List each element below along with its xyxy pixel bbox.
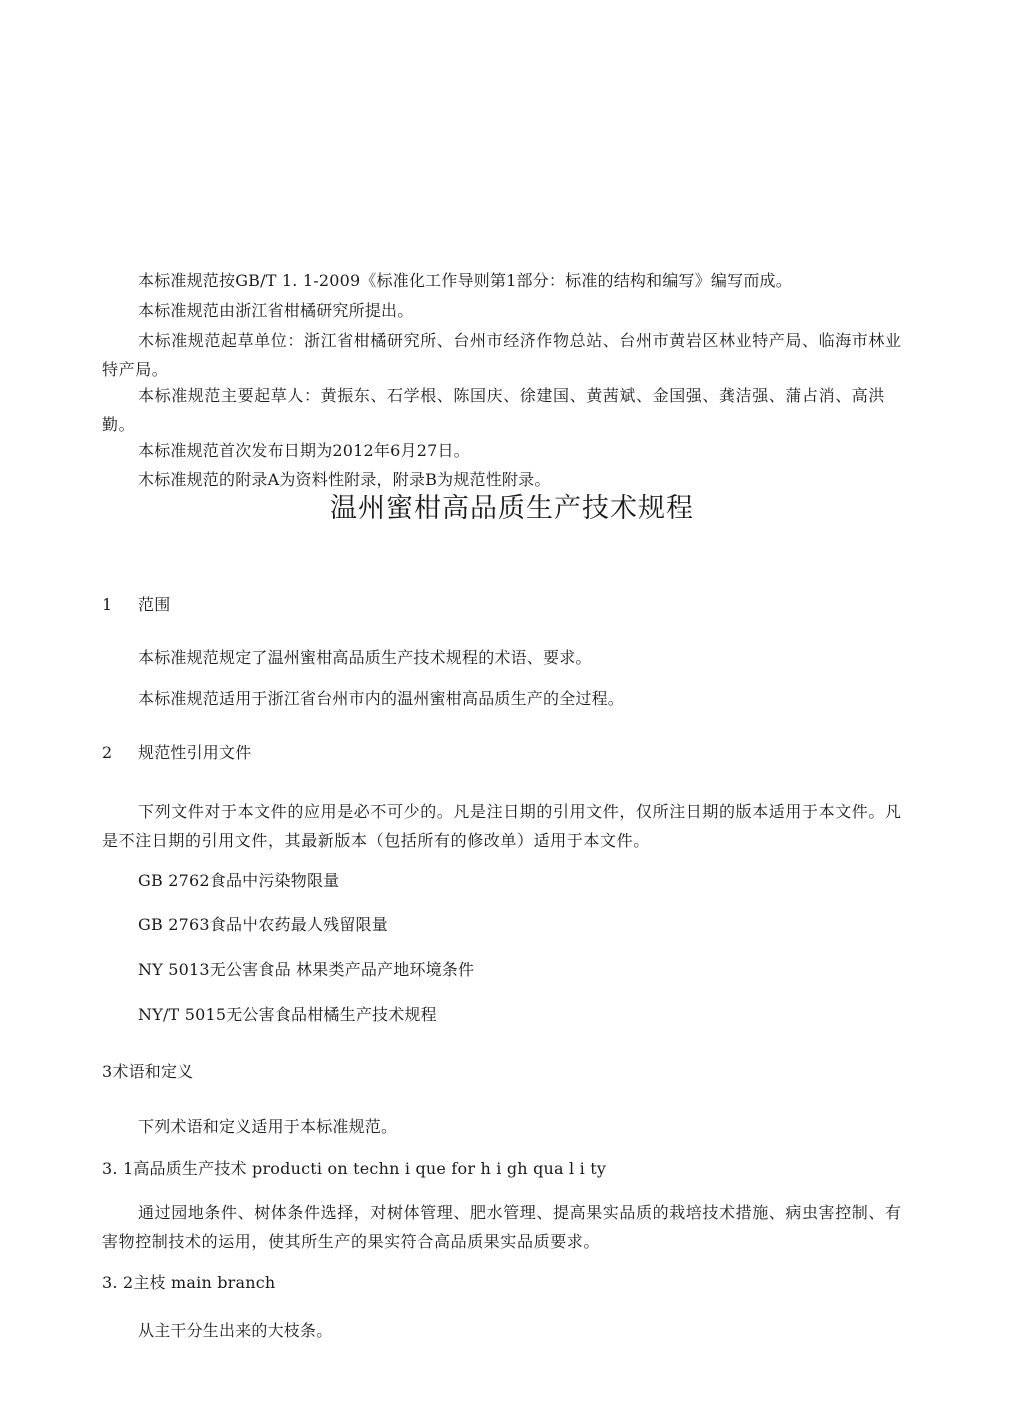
section-1-paragraph-2: 本标准规范适用于浙江省台州市内的温州蜜柑高品质生产的全过程。 — [138, 689, 625, 708]
section-1-number: 1 — [102, 595, 113, 614]
section-3-heading: 3术语和定义 — [102, 1062, 194, 1081]
reference-item: NY 5013无公害食品 林果类产品产地环境条件 — [138, 960, 475, 979]
reference-item: NY/T 5015无公害食品柑橘生产技术规程 — [138, 1005, 437, 1024]
term-3-1-definition: 通过园地条件、树体条件选择，对树体管理、肥水管理、提高果实品质的栽培技术措施、病虫害控制、有害物控制技术的运用，使其所生产的果实符合高品质果实品质要求。 — [102, 1203, 902, 1251]
term-3-1-heading: 3. 1高品质生产技术 producti on techn i que for h i gh qua l i ty — [102, 1159, 607, 1178]
section-3-intro: 下列术语和定义适用于本标准规范。 — [138, 1117, 398, 1136]
section-1-paragraph-1: 本标准规范规定了温州蜜柑高品质生产技术规程的术语、要求。 — [138, 648, 592, 667]
term-3-2-definition: 从主干分生出来的大枝条。 — [138, 1321, 333, 1340]
foreword-line-1: 本标准规范按GB/T 1. 1-2009《标准化工作导则第1部分：标准的结构和编写》编写而成。 — [138, 271, 792, 290]
section-2-heading: 规范性引用文件 — [138, 743, 252, 762]
section-2-number: 2 — [102, 743, 113, 762]
section-2-paragraph: 下列文件对于本文件的应用是必不可少的。凡是注日期的引用文件，仅所注日期的版本适用于本文件。凡是不注日期的引用文件，其最新版本（包括所有的修改单）适用于本文件。 — [102, 802, 902, 850]
foreword-line-3: 木标准规范起草单位：浙江省柑橘研究所、台州市经济作物总站、台州市黄岩区林业特产局、临海市林业特产局。 — [102, 331, 902, 379]
foreword-line-6: 木标准规范的附录A为资料性附录，附录B为规范性附录。 — [138, 470, 551, 489]
document-title: 温州蜜柑高品质生产技术规程 — [330, 493, 694, 524]
foreword-line-2: 本标准规范由浙江省柑橘研究所提出。 — [138, 301, 414, 320]
term-3-2-heading: 3. 2主枝 main branch — [102, 1273, 276, 1292]
foreword-line-4: 本标准规范主要起草人：黄振东、石学根、陈国庆、徐建国、黄茜斌、金国强、龚洁强、蒲占消、高洪勤。 — [102, 386, 886, 434]
foreword-line-5: 本标准规范首次发布日期为2012年6月27日。 — [138, 441, 470, 460]
reference-item: GB 2763食品屮农药最人残留限量 — [138, 915, 388, 934]
section-1-heading: 范围 — [138, 595, 171, 614]
reference-item: GB 2762食品中污染物限量 — [138, 871, 340, 890]
